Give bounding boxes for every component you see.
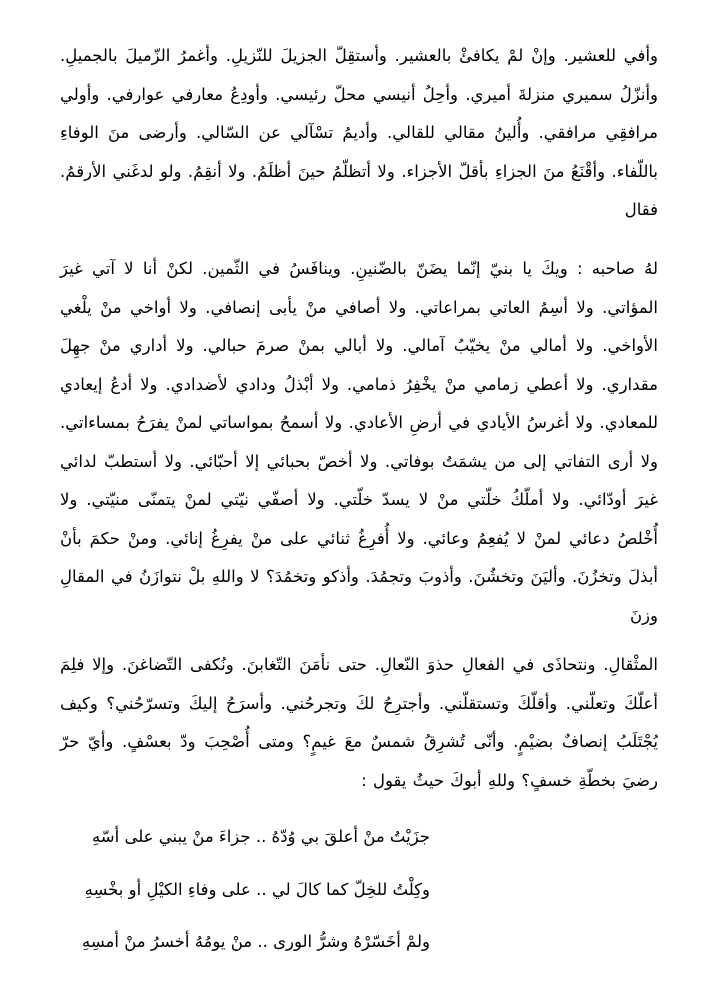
paragraph: المثْقالِ. ونتحاذَى في الفعالِ حذوَ النّعالِ. حتى نأمَنَ التّغابنَ. ونُكفى التّضاغنَ. وإلا فلِمَ أعلّكَ وتعلّني. وأقلّكَ وتستقلّني. وأجترِحُ لكَ وتجرحُني. وأسرَحُ إليكَ وتسرّحُني؟ وكيف يُجْتَلَبُ إنصافٌ بضيْمٍ. وأنّى تُشرِقُ شمسٌ معَ غيمٍ؟ ومتى أُصْحِبَ ودّ بعسْفٍ. وأيّ حرّ رضيَ بخطّةِ خسفٍ؟ وللهِ أبوكَ حيثُ يقول : <box>60 655 658 790</box>
paragraph: وأفي للعشير. وإنْ لمْ يكافئْ بالعشير. وأستقِلّ الجزيلَ للنّزيلِ. وأغمرُ الزّميلَ بالجميلِ. وأنزّلُ سميري منزلةَ أميري. وأحِلُ أنيسي محلّ رئيسي. وأودِعُ معارفي عوارفي. وأولي مرافقِي مرافقي. وأُلينُ مقالي للقالي. وأديمُ تسْآلي عن السّالي. وأرضى منَ الوفاءِ باللّفاء. وأقْنَعُ منَ الجزاءِ بأقلّ الأجزاء. ولا أتظلّمُ حينَ أظلَمُ. ولا أنقِمُ. ولو لدغَني الأرقمُ. فقال <box>60 46 658 219</box>
paragraph: لهُ صاحبه : ويكَ يا بنيّ إنّما يضَنّ بالضّنينِ. وينافَسُ في الثّمين. لكنْ أنا لا آتي غيرَ المؤاتي. ولا أسِمُ العاتي بمراعاتي. ولا أصافي منْ يأبى إنصافي. ولا أواخي منْ يلْغي الأواخي. ولا أمالي منْ يخيّبُ آمالي. ولا أبالي بمنْ صرمَ حبالي. ولا أداري منْ جهِلَ مقداري. ولا أعطي زمامي منْ يخْفِرُ ذمامي. ولا أبْذلُ ودادي لأضدادي. ولا أدعُ إيعادي للمعادي. ولا أغرسُ الأيادي في أرضِ الأعادي. ولا أسمحُ بمواساتي لمنْ يفرَحُ بمساءاتي. ولا أرى التفاتي إلى من يشمَتُ بوفاتي. ولا أخصّ بحبائي إلا أحبّائي. ولا أستطبّ لدائي غيرَ أودّائي. ولا أملّكُ خلّتي منْ لا يسدّ خلّتي. ولا أصفّي نيّتي لمنْ يتمنّى منيّتي. ولا أُخْلصُ دعائي لمنْ لا يُفعِمُ وعائي. ولا أُفرِغُ ثنائي على منْ يفرِغُ إنائي. ومنْ حكمَ بأنْ أبذلَ وتخزُنَ. وأليَنَ وتخشُنَ. وأذوبَ وتجمُدَ. وأذكو وتخمُدَ؟ لا واللهِ بلْ نتوازَنُ في المقالِ وزنَ <box>60 259 658 625</box>
poem-verse: ولمْ أخَسّرْهُ وشرُّ الورى .. منْ يومُهُ أخسرُ منْ أمسِهِ <box>81 932 430 951</box>
poem-verse: جزَيْتُ منْ أعلقَ بي وُدّهُ .. جزاءَ منْ يبني على أسّهِ <box>91 827 430 846</box>
poem-verse: وكِلْتُ للخِلّ كما كالَ لي .. على وفاءِ الكيْلِ أو بخْسِهِ <box>84 880 430 899</box>
